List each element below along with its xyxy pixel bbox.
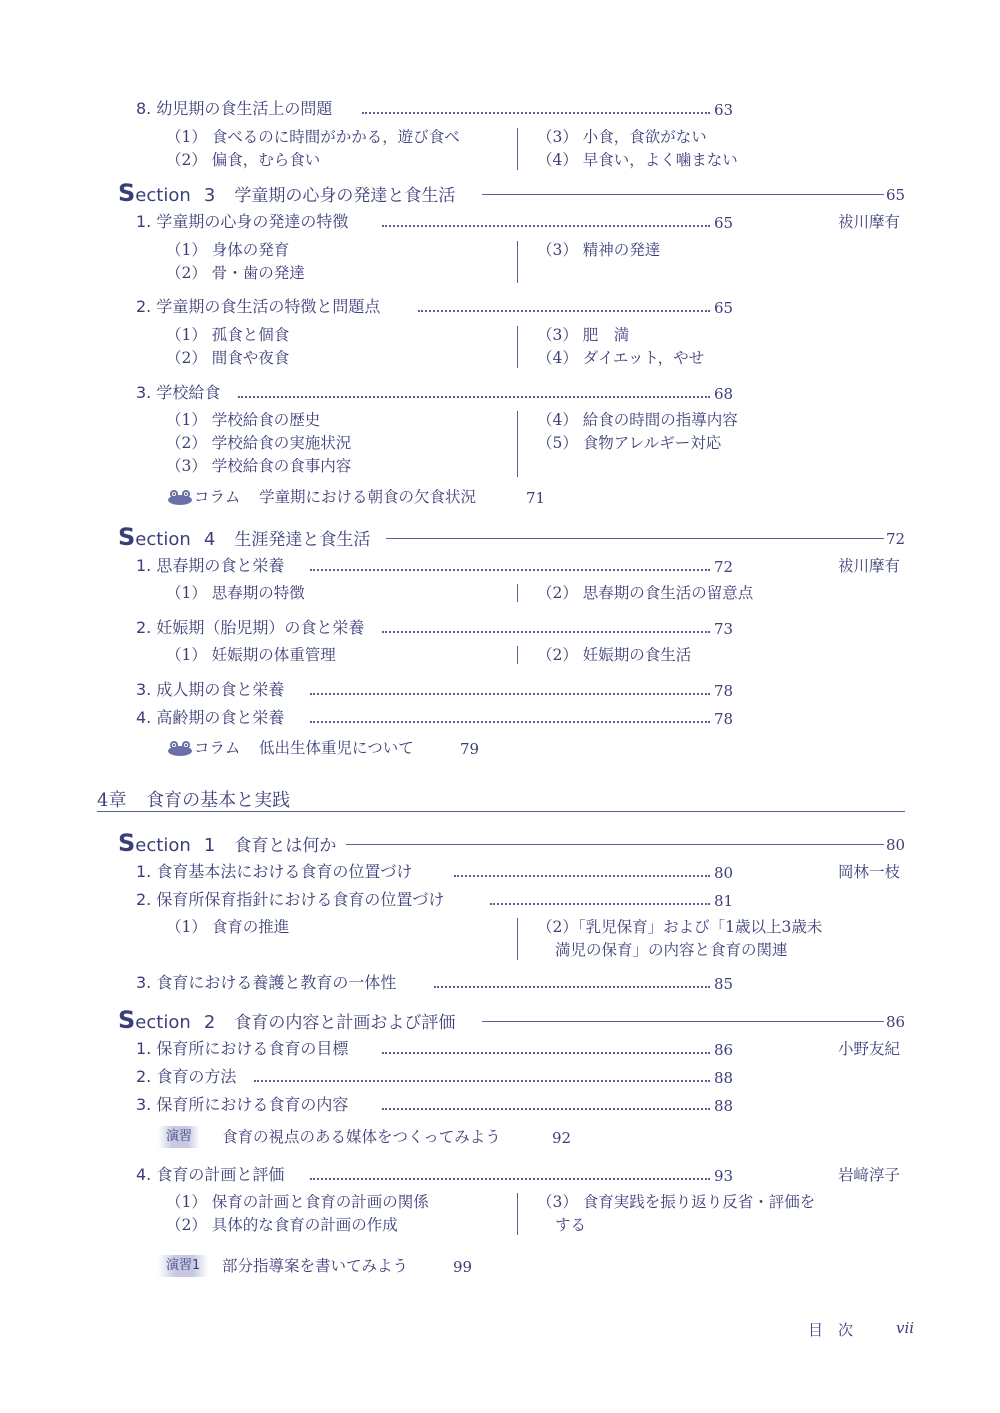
- page-number: 65: [714, 299, 734, 317]
- page-number: 80: [886, 836, 906, 854]
- toc-sub-item: 満児の保育」の内容と食育の関連: [555, 941, 788, 959]
- page-number: 65: [714, 214, 734, 232]
- section-title: 生涯発達と食生活: [234, 530, 371, 550]
- section-word: ection: [135, 1012, 191, 1033]
- section-initial: S: [118, 1006, 136, 1034]
- page-number: 99: [453, 1258, 473, 1276]
- toc-sub-item: （2） 具体的な食育の計画の作成: [166, 1216, 398, 1234]
- section-heading[interactable]: [118, 829, 336, 857]
- column-divider: [517, 411, 518, 477]
- toc-sub-item: （4） 給食の時間の指導内容: [537, 411, 738, 429]
- page-number: 80: [714, 864, 734, 882]
- leader-dots: [310, 721, 710, 723]
- toc-sub-item: （3） 小食，食欲がない: [537, 128, 707, 146]
- page-number: 71: [526, 489, 546, 507]
- section-title: 食育とは何か: [234, 836, 337, 856]
- column-divider: [517, 584, 518, 602]
- toc-item[interactable]: 3. 食育における養護と教育の一体性: [136, 973, 397, 992]
- chapter-title: 食育の基本と実践: [146, 790, 291, 811]
- section-heading[interactable]: [118, 179, 455, 207]
- toc-item[interactable]: 3. 保育所における食育の内容: [136, 1095, 349, 1114]
- page-number: 78: [714, 682, 734, 700]
- leader-dots: [382, 631, 710, 633]
- section-number: 2: [203, 1012, 216, 1033]
- toc-sub-item: （3） 食育実践を振り返り反省・評価を: [537, 1193, 816, 1211]
- leader-dots: [382, 1052, 710, 1054]
- page-number: 86: [886, 1013, 906, 1031]
- leader-dots: [454, 875, 710, 877]
- section-word: ection: [135, 185, 191, 206]
- page-number: 65: [886, 186, 906, 204]
- toc-item[interactable]: 1. 思春期の食と栄養: [136, 556, 285, 575]
- section-number: 4: [203, 529, 216, 550]
- leader-dots: [254, 1080, 710, 1082]
- toc-item[interactable]: 4. 高齢期の食と栄養: [136, 708, 285, 727]
- page-number: 72: [714, 558, 734, 576]
- column-title[interactable]: 学童期における朝食の欠食状況: [259, 488, 477, 506]
- toc-item[interactable]: 1. 保育所における食育の目標: [136, 1039, 349, 1058]
- toc-sub-item: （2） 骨・歯の発達: [166, 264, 305, 282]
- leader-dots: [310, 569, 710, 571]
- toc-sub-item: （2） 偏食，むら食い: [166, 151, 321, 169]
- section-initial: S: [118, 179, 136, 207]
- frog-icon: [167, 740, 193, 756]
- author-name: 祓川摩有: [838, 213, 901, 231]
- toc-sub-item: （2） 妊娠期の食生活: [537, 646, 692, 664]
- toc-sub-item: （2） 思春期の食生活の留意点: [537, 584, 754, 602]
- toc-item[interactable]: 2. 学童期の食生活の特徴と問題点: [136, 297, 381, 316]
- author-name: 小野友紀: [838, 1040, 901, 1058]
- section-initial: S: [118, 523, 136, 551]
- toc-sub-item: する: [555, 1216, 587, 1234]
- page-number: 81: [714, 892, 734, 910]
- page-number: 92: [552, 1129, 572, 1147]
- page-number: 86: [714, 1041, 734, 1059]
- toc-item-8[interactable]: 8. 幼児期の食生活上の問題: [136, 99, 333, 118]
- section-title: 食育の内容と計画および評価: [234, 1013, 456, 1033]
- leader-dots: [310, 1178, 710, 1180]
- toc-item[interactable]: 2. 保育所保育指針における食育の位置づけ: [136, 890, 445, 909]
- page-number: 73: [714, 620, 734, 638]
- toc-item[interactable]: 2. 食育の方法: [136, 1067, 237, 1086]
- author-name: 岩﨑淳子: [838, 1166, 901, 1184]
- exercise-title[interactable]: 部分指導案を書いてみよう: [222, 1257, 409, 1275]
- toc-sub-item: （3） 学校給食の食事内容: [166, 457, 352, 475]
- leader-dots: [362, 112, 710, 114]
- column-divider: [517, 1193, 518, 1235]
- author-name: 祓川摩有: [838, 557, 901, 575]
- toc-sub-item: （1） 思春期の特徴: [166, 584, 305, 602]
- page-number: 85: [714, 975, 734, 993]
- toc-item[interactable]: 3. 学校給食: [136, 383, 221, 402]
- toc-sub-item: （5） 食物アレルギー対応: [537, 434, 722, 452]
- page-number: 68: [714, 385, 734, 403]
- toc-sub-item: （3） 精神の発達: [537, 241, 661, 259]
- section-word: ection: [135, 835, 191, 856]
- toc-sub-item: （1） 妊娠期の体重管理: [166, 646, 336, 664]
- toc-sub-item: （2）「乳児保育」および「1歳以上3歳未: [537, 918, 823, 936]
- column-divider: [517, 326, 518, 368]
- toc-item[interactable]: 1. 食育基本法における食育の位置づけ: [136, 862, 413, 881]
- toc-sub-item: （1） 学校給食の歴史: [166, 411, 321, 429]
- toc-sub-item: （1） 身体の発育: [166, 241, 290, 259]
- section-rule: [386, 538, 884, 539]
- column-divider: [517, 918, 518, 960]
- page-number: 88: [714, 1097, 734, 1115]
- chapter-label: 4章: [97, 790, 127, 811]
- section-number: 3: [203, 185, 216, 206]
- author-name: 岡林一枝: [838, 863, 901, 881]
- column-divider: [517, 128, 518, 170]
- toc-item[interactable]: 1. 学童期の心身の発達の特徴: [136, 212, 349, 231]
- column-divider: [517, 646, 518, 664]
- leader-dots: [382, 225, 710, 227]
- column-divider: [517, 241, 518, 283]
- leader-dots: [434, 986, 710, 988]
- leader-dots: [418, 310, 710, 312]
- exercise-badge: 演習1: [158, 1255, 208, 1277]
- chapter-rule: [97, 811, 905, 812]
- column-label: コラム: [194, 488, 241, 506]
- section-initial: S: [118, 829, 136, 857]
- exercise-title[interactable]: 食育の視点のある媒体をつくってみよう: [222, 1128, 501, 1146]
- section-rule: [482, 194, 884, 195]
- footer-title: 目 次: [808, 1321, 854, 1339]
- leader-dots: [382, 1108, 710, 1110]
- column-label: コラム: [194, 739, 241, 757]
- frog-icon: [167, 489, 193, 505]
- toc-sub-item: （4） ダイエット，やせ: [537, 349, 705, 367]
- toc-sub-item: （2） 間食や夜食: [166, 349, 290, 367]
- page-number: 79: [460, 740, 480, 758]
- toc-sub-item: （1） 孤食と個食: [166, 326, 290, 344]
- toc-sub-item: （1） 食育の推進: [166, 918, 290, 936]
- toc-sub-item: （3） 肥 満: [537, 326, 630, 344]
- leader-dots: [310, 693, 710, 695]
- toc-item[interactable]: 2. 妊娠期（胎児期）の食と栄養: [136, 618, 365, 637]
- section-heading[interactable]: [118, 1006, 455, 1034]
- section-word: ection: [135, 529, 191, 550]
- section-rule: [482, 1021, 884, 1022]
- toc-sub-item: （1） 食べるのに時間がかかる，遊び食べ: [166, 128, 460, 146]
- exercise-badge: 演習: [158, 1126, 200, 1148]
- toc-item[interactable]: 4. 食育の計画と評価: [136, 1165, 285, 1184]
- page-number: 72: [886, 530, 906, 548]
- toc-item[interactable]: 3. 成人期の食と栄養: [136, 680, 285, 699]
- toc-sub-item: （1） 保育の計画と食育の計画の関係: [166, 1193, 429, 1211]
- footer-page-number: vii: [896, 1319, 915, 1337]
- section-rule: [346, 844, 884, 845]
- leader-dots: [238, 396, 710, 398]
- chapter-heading[interactable]: [97, 786, 290, 812]
- section-number: 1: [203, 835, 216, 856]
- page-number: 78: [714, 710, 734, 728]
- page-number: 93: [714, 1167, 734, 1185]
- section-title: 学童期の心身の発達と食生活: [234, 186, 456, 206]
- page-number: 88: [714, 1069, 734, 1087]
- section-heading[interactable]: [118, 523, 370, 551]
- toc-sub-item: （4） 早食い，よく噛まない: [537, 151, 738, 169]
- leader-dots: [490, 903, 710, 905]
- page-number: 63: [714, 101, 734, 119]
- toc-sub-item: （2） 学校給食の実施状況: [166, 434, 352, 452]
- column-title[interactable]: 低出生体重児について: [259, 739, 414, 757]
